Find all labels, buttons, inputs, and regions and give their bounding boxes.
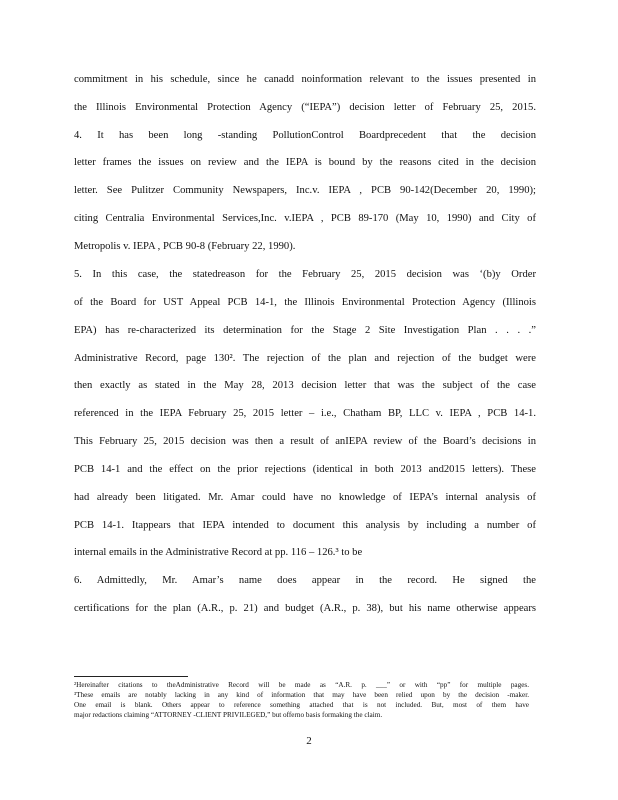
footnote-3: ³These emails are notably lacking in any kind of information that may have been relied upon by the decision -maker. <box>74 691 529 699</box>
body-line: the Illinois Environmental Protection Agency (“IEPA”) decision letter of February 25, 2015. <box>74 102 536 113</box>
body-line: Administrative Record, page 130². The rejection of the plan and rejection of the budget were <box>74 353 536 364</box>
footnote-3-continued: One email is blank. Others appear to reference something attached that is not included. But, most of them have <box>74 701 529 709</box>
body-line: EPA) has re-characterized its determination for the Stage 2 Site Investigation Plan . . . .” <box>74 325 536 336</box>
footnote-3-continued: major redactions claiming “ATTORNEY -CLIENT PRIVILEGED,” but offerno basis formaking the claim. <box>74 711 383 719</box>
footnote-divider <box>74 676 188 677</box>
paragraph-6-start: 6. Admittedly, Mr. Amar’s name does appear in the record. He signed the <box>74 575 536 586</box>
body-line: had already been litigated. Mr. Amar could have no knowledge of IEPA’s internal analysis of <box>74 492 536 503</box>
body-line: internal emails in the Administrative Record at pp. 116 – 126.³ to be <box>74 547 363 558</box>
body-line: citing Centralia Environmental Services,Inc. v.IEPA , PCB 89-170 (May 10, 1990) and City of <box>74 213 536 224</box>
body-line: of the Board for UST Appeal PCB 14-1, the Illinois Environmental Protection Agency (Illinois <box>74 297 536 308</box>
body-line: letter. See Pulitzer Community Newspapers, Inc.v. IEPA , PCB 90-142(December 20, 1990); <box>74 185 536 196</box>
paragraph-5-start: 5. In this case, the statedreason for the February 25, 2015 decision was ‘(b)y Order <box>74 269 536 280</box>
body-line: commitment in his schedule, since he canadd noinformation relevant to the issues presented in <box>74 74 536 85</box>
body-line: then exactly as stated in the May 28, 2013 decision letter that was the subject of the case <box>74 380 536 391</box>
body-line: letter frames the issues on review and the IEPA is bound by the reasons cited in the decision <box>74 157 536 168</box>
body-line: PCB 14-1 and the effect on the prior rejections (identical in both 2013 and2015 letters). These <box>74 464 536 475</box>
body-line: certifications for the plan (A.R., p. 21) and budget (A.R., p. 38), but his name otherwise appears <box>74 603 536 614</box>
paragraph-4-start: 4. It has been long -standing PollutionControl Boardprecedent that the decision <box>74 130 536 141</box>
body-line: PCB 14-1. Itappears that IEPA intended to document this analysis by including a number of <box>74 520 536 531</box>
page-number: 2 <box>306 735 312 747</box>
body-line: referenced in the IEPA February 25, 2015 letter – i.e., Chatham BP, LLC v. IEPA , PCB 14-1. <box>74 408 536 419</box>
body-line: Metropolis v. IEPA , PCB 90-8 (February 22, 1990). <box>74 241 296 252</box>
footnote-2: ²Hereinafter citations to theAdministrative Record will be made as “A.R. p. ___” or with “pp” for multiple pages. <box>74 681 529 689</box>
body-line: This February 25, 2015 decision was then a result of anIEPA review of the Board’s decisions in <box>74 436 536 447</box>
